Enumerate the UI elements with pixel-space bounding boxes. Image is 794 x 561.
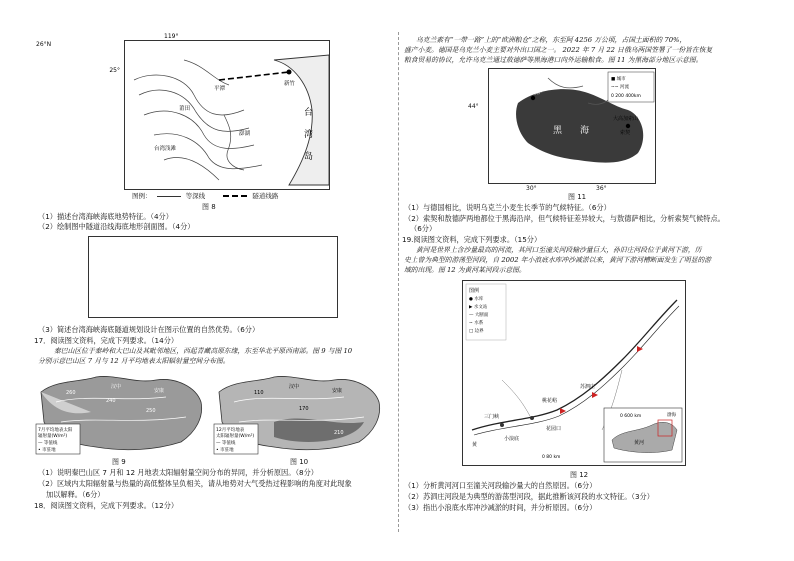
question-18-heading: 18．阅读图文资料，完成下列要求。（12分） <box>34 501 179 510</box>
place-label: 桃花峪 <box>542 398 558 404</box>
question-17-text: 秦巴山区位于秦岭和大巴山及其毗邻地区，西起青藏高原东缘，东至华北平原西南部。图 9 与图 10 <box>54 347 353 355</box>
scale-label: 0 600 km <box>620 414 642 419</box>
scale-label: 0 80 km <box>542 455 561 460</box>
paragraph: 黄河是世界上含沙量最高的河流，其河口至潼关河段输沙量巨大，孙旧庄河段位于黄河下游，历 <box>416 246 702 254</box>
contour-value: 260 <box>66 390 76 396</box>
figure-8-caption: 图 8 <box>202 203 216 211</box>
legend-item: ● 水库 <box>469 297 484 302</box>
legend-item: ~~ 河流 <box>611 85 629 90</box>
city-label: 敖德萨 <box>526 90 543 96</box>
contour-value: 170 <box>299 406 309 412</box>
legend-item: □ 边界 <box>469 329 484 334</box>
mountain-label: 大高加索山 <box>613 116 639 122</box>
column-divider <box>398 32 399 532</box>
figure-11-caption: 图 11 <box>568 193 587 201</box>
legend-isobath: 等深线 <box>185 192 206 200</box>
question-17-heading: 17．阅读图文资料，完成下列要求。（14分） <box>34 336 179 345</box>
legend-title: 7月平均地表太阳 <box>38 428 73 433</box>
lon-label: 30° <box>526 185 537 192</box>
legend-item: — 等值线 <box>38 441 58 446</box>
legend-item: • 市驻地 <box>38 448 56 453</box>
question-17-1: （1）说明秦巴山区 7 月和 12 月地表太阳辐射量空间分布的异同，并分析原因。（8分） <box>38 468 318 477</box>
sea-label: 渤海 <box>667 413 676 418</box>
city-label: 汉中 <box>289 384 300 390</box>
place-label: 三门峡 <box>484 414 500 420</box>
question-16-2: （2）绘制图中隧道沿线海底地形剖面图。（4分） <box>38 222 195 231</box>
lon-label: 119° <box>164 33 179 40</box>
question-17-2: （2）区域内太阳辐射量与热量的高低整体呈负相关，请从地势对大气受热过程影响的角度对此现象 <box>38 479 352 488</box>
legend-item: • 市驻地 <box>216 448 234 453</box>
figure-9-map <box>36 372 206 454</box>
figure-10-map <box>214 372 384 454</box>
city-label: 索契 <box>620 130 631 136</box>
question-19-heading: 19.阅读图文资料，完成下列要求。（15分） <box>402 235 542 244</box>
legend-title: 12月平均地表 <box>216 428 245 433</box>
question-17-text: 分别示意巴山区 7 月与 12 月平均地表太阳辐射量空间分布图。 <box>38 357 230 365</box>
place-label: 新竹 <box>284 81 296 87</box>
figure-12-map <box>462 280 686 466</box>
figure-11-map <box>488 68 656 184</box>
question-19-1: （1）分析黄河河口至潼关河段输沙量大的自然原因。（6分） <box>404 481 597 490</box>
legend-title: 辐射量(W/m²) <box>38 434 68 439</box>
question-19-2: （2）苏泗庄河段是为典型的游荡型河段，据此推断该河段的水文特征。（3分） <box>404 492 654 501</box>
lat-label: 44° <box>468 103 479 110</box>
place-label: 花园口 <box>546 426 562 432</box>
legend-item: 0 200 400km <box>611 94 641 99</box>
legend-prefix: 图例： <box>132 192 152 200</box>
taiwan-label: 岛 <box>304 152 314 162</box>
figure-9-caption: 图 9 <box>112 458 126 466</box>
paragraph: 域的出现。图 12 为黄河某河段示意图。 <box>404 266 526 274</box>
river-label: 黄 <box>472 442 478 448</box>
legend-item: ~ 水系 <box>469 321 484 326</box>
legend-item: — 大断面 <box>469 313 489 318</box>
sea-label: 黑 <box>553 126 563 136</box>
legend-title: 太阳辐射量(W/m²) <box>216 434 255 439</box>
place-label: 苏泗庄 <box>580 384 596 390</box>
place-label: 台湾浅滩 <box>154 146 177 152</box>
legend-item: ■ 城市 <box>611 77 626 82</box>
city-label: 汉中 <box>111 384 122 390</box>
question-16-3: （3）简述台湾海峡海底隧道规划设计在图示位置的自然优势。（6分） <box>38 325 260 334</box>
sea-label: 海 <box>580 126 590 136</box>
place-label: 澎湖 <box>239 131 251 137</box>
taiwan-label: 台 <box>304 108 314 118</box>
lat-label: 25° <box>109 67 120 74</box>
figure-10-caption: 图 10 <box>290 458 309 466</box>
question-r-2-cont: （6分） <box>410 224 437 233</box>
lon-label: 36° <box>596 185 607 192</box>
fig8-legend <box>132 192 278 201</box>
city-label: 安康 <box>332 388 343 394</box>
paragraph: 粮食贸易的协议，允许乌克兰通过敖德萨等黑海港口向外运输粮食。图 11 为黑海部分地区示意图。 <box>404 56 703 64</box>
legend-item: ▶ 水文站 <box>469 305 488 310</box>
place-label: 平潭 <box>214 86 226 92</box>
legend-tunnel: 隧道线路 <box>252 192 279 200</box>
right-column <box>402 0 762 561</box>
taiwan-label: 湾 <box>304 130 314 140</box>
question-16-1: （1）描述台湾海峡海底地势特征。（4分） <box>38 212 173 221</box>
figure-8-map <box>109 33 330 190</box>
lat-label: 26°N <box>36 41 52 48</box>
legend-title: 图例 <box>469 288 480 294</box>
paragraph: 乌克兰素有“一带一路”上的“欧洲粮仓”之称，东至阿 4256 万公顷，占国土面积的 70%， <box>416 36 687 44</box>
left-column <box>34 0 396 561</box>
contour-value: 240 <box>106 398 116 404</box>
isobath-line-icon <box>157 196 181 197</box>
contour-value: 210 <box>334 430 344 436</box>
profile-drawing-box[interactable] <box>88 236 338 318</box>
question-19-3: （3）指出小浪底水库冲沙减淤的时间，并分析原因。（6分） <box>404 503 597 512</box>
paragraph: 盛产小麦。德国是乌克兰小麦主要对外出口国之一。 2022 年 7 月 22 日俄乌两国签署了一份旨在恢复 <box>404 46 713 54</box>
city-label: 安康 <box>154 388 165 394</box>
paragraph: 史上曾为典型的游荡型河段，自 2002 年小浪底水库冲沙减淤以来，黄河下游河槽断面发生了明显的游 <box>404 256 712 264</box>
place-label: 小浪底 <box>504 436 520 442</box>
question-r-1: （1）与德国相比，说明乌克兰小麦生长季节的气候特征。（6分） <box>404 203 611 212</box>
place-label: 莆田 <box>179 106 191 112</box>
legend-item: — 等值线 <box>216 441 236 446</box>
contour-value: 250 <box>146 408 156 414</box>
river-label: 黄河 <box>634 440 645 446</box>
figure-12-caption: 图 12 <box>570 471 589 479</box>
tunnel-line-icon <box>223 195 247 197</box>
contour-value: 110 <box>254 390 264 396</box>
question-17-2-cont: 加以解释。（6分） <box>46 490 105 499</box>
question-r-2: （2）索契和敖德萨两地都位于黑海沿岸，但气候特征差异较大，与敖德萨相比，分析索契气候特点。 <box>404 214 725 223</box>
